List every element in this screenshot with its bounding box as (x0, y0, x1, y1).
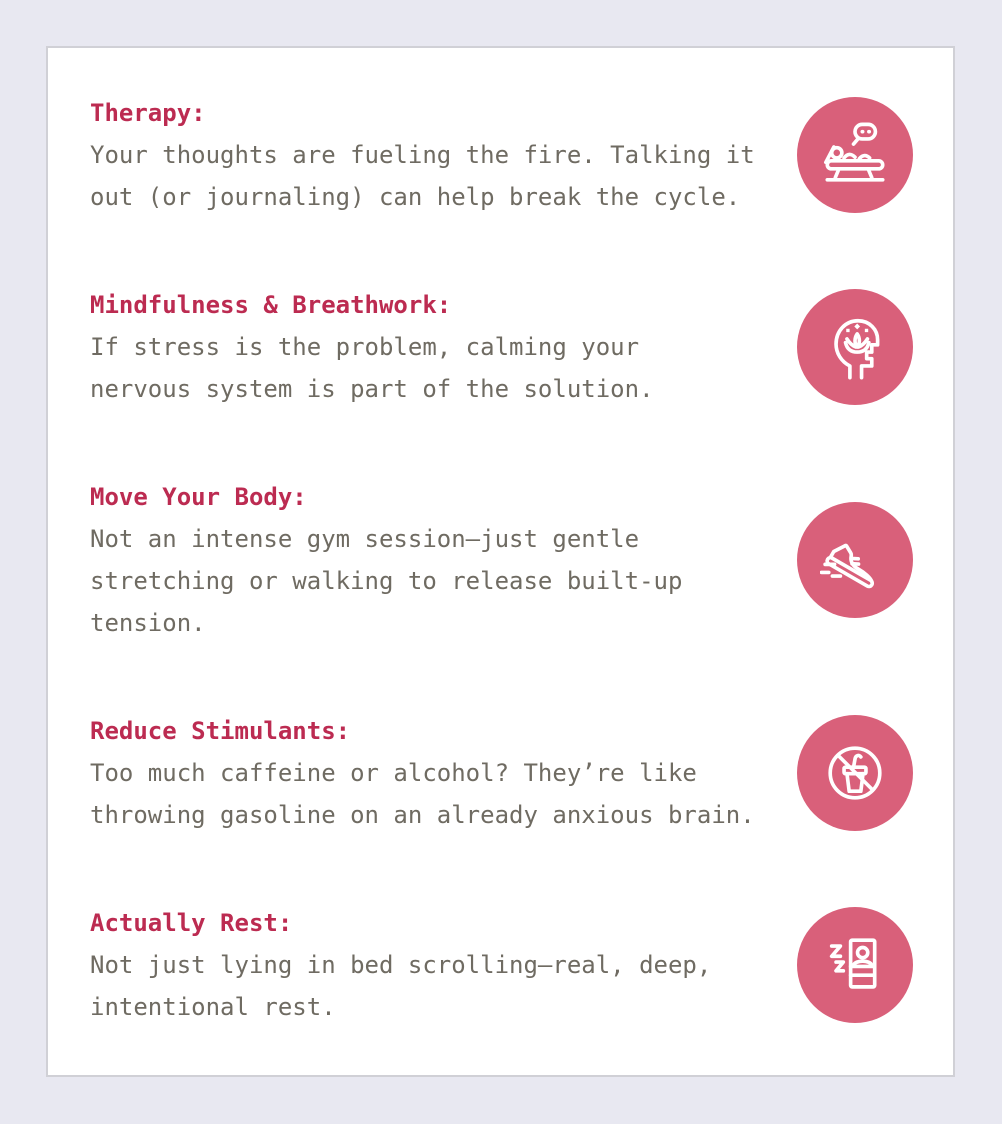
no-drink-icon (797, 715, 913, 831)
body-line: Not just lying in bed scrolling—real, deep, (90, 951, 712, 979)
section-text (90, 284, 761, 410)
body-line: nervous system is part of the solution. (90, 375, 654, 403)
content-card (46, 46, 955, 1077)
section-heading: Move Your Body: (90, 483, 307, 511)
sleep-bed-icon (797, 907, 913, 1023)
section-actually-rest (90, 902, 913, 1028)
section-therapy (90, 92, 913, 218)
section-mindfulness (90, 284, 913, 410)
section-text (90, 476, 761, 644)
body-line: Not an intense gym session—just gentle (90, 525, 640, 553)
section-heading: Reduce Stimulants: (90, 717, 351, 745)
body-line: out (or journaling) can help break the cycle. (90, 183, 741, 211)
body-line: intentional rest. (90, 993, 336, 1021)
running-shoe-icon (797, 502, 913, 618)
body-line: throwing gasoline on an already anxious brain. (90, 801, 755, 829)
section-move-your-body (90, 476, 913, 644)
body-line: Your thoughts are fueling the fire. Talking it (90, 141, 755, 169)
section-heading: Mindfulness & Breathwork: (90, 291, 452, 319)
section-heading: Actually Rest: (90, 909, 293, 937)
section-text (90, 92, 761, 218)
section-text (90, 902, 761, 1028)
section-text (90, 710, 761, 836)
section-reduce-stimulants (90, 710, 913, 836)
therapy-couch-icon (797, 97, 913, 213)
body-line: If stress is the problem, calming your (90, 333, 640, 361)
body-line: Too much caffeine or alcohol? They’re like (90, 759, 697, 787)
body-line: stretching or walking to release built-up (90, 567, 683, 595)
section-heading: Therapy: (90, 99, 206, 127)
mindfulness-head-icon (797, 289, 913, 405)
body-line: tension. (90, 609, 206, 637)
